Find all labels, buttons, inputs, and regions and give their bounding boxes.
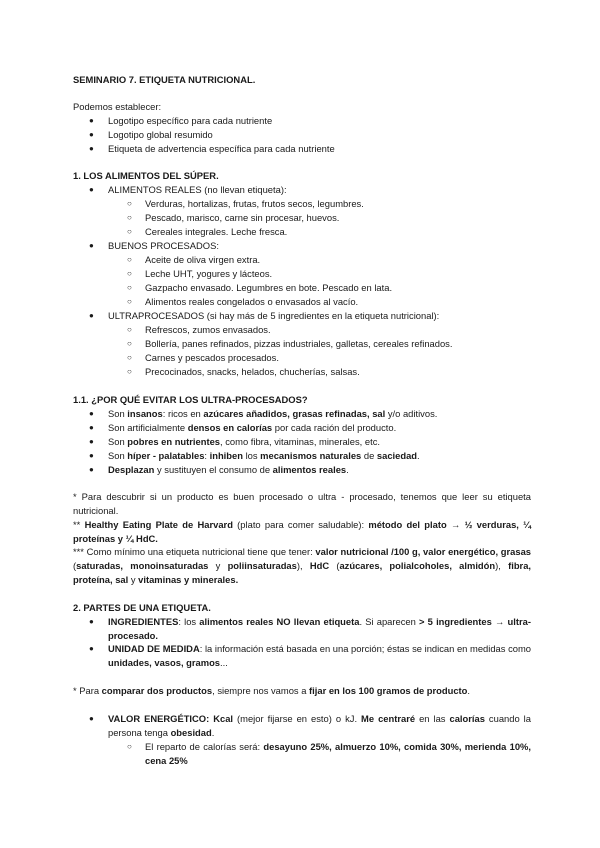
- intro-text: Podemos establecer:: [73, 101, 162, 112]
- text-run: Son artificialmente: [108, 422, 188, 433]
- bullet-icon: ●: [89, 409, 94, 418]
- group-item: Verduras, hortalizas, frutas, frutos secos, legumbres.: [145, 198, 364, 209]
- bold-text-run: unidades, vasos, gramos: [108, 656, 221, 668]
- text-run: (: [73, 559, 77, 571]
- bold-text-run: fibra, proteína, sal: [73, 559, 532, 585]
- circle-bullet-icon: ○: [127, 227, 132, 236]
- bold-text-run: Healthy Eating Plate de Harvard: [84, 519, 233, 530]
- reason-item: [108, 421, 396, 435]
- bold-text-run: Desplazan: [108, 464, 155, 475]
- circle-bullet-icon: ○: [127, 297, 132, 306]
- bullet-icon: ●: [89, 185, 94, 194]
- group-item: Refrescos, zumos envasados.: [145, 324, 271, 335]
- text-run: .: [467, 685, 471, 696]
- text-run: Son: [108, 450, 128, 461]
- group-item: Alimentos reales congelados o envasados al vacío.: [145, 296, 359, 307]
- bold-text-run: híper - palatables: [127, 450, 205, 461]
- bullet-icon: ●: [89, 617, 94, 626]
- energy-item: [108, 712, 531, 740]
- bold-text-run: densos en calorías: [187, 422, 273, 433]
- text-run: * Para: [73, 685, 102, 696]
- reason-item: [108, 463, 349, 477]
- text-run: (plato para comer saludable):: [232, 519, 369, 530]
- bullet-icon: ●: [89, 130, 94, 139]
- text-run: Son: [108, 436, 128, 447]
- bold-text-run: comparar dos productos: [101, 685, 213, 696]
- group-item: Precocinados, snacks, helados, chucherías, salsas.: [145, 366, 360, 377]
- bold-text-run: desayuno 25%, almuerzo 10%, comida 30%, merienda 10%, cena 25%: [145, 741, 531, 766]
- reason-item: [108, 449, 420, 463]
- reason-item: [108, 407, 437, 421]
- text-run: , como fibra, vitaminas, minerales, etc.: [220, 436, 380, 447]
- circle-bullet-icon: ○: [127, 283, 132, 292]
- bold-text-run: > 5 ingredientes → ultra-procesado.: [108, 616, 531, 641]
- circle-bullet-icon: ○: [127, 255, 132, 264]
- unit-item: [108, 642, 531, 670]
- bold-text-run: HdC: [309, 559, 330, 571]
- text-run: (: [329, 559, 340, 571]
- text-run: : los: [178, 616, 200, 627]
- bold-text-run: saciedad: [376, 450, 418, 461]
- text-run: .: [417, 450, 420, 461]
- bold-text-run: valor nutricional /100 g, valor energético, grasas: [315, 546, 532, 557]
- bullet-icon: ●: [89, 451, 94, 460]
- bullet-icon: ●: [89, 714, 94, 723]
- text-run: y: [208, 559, 228, 571]
- circle-bullet-icon: ○: [127, 213, 132, 222]
- bullet-icon: ●: [89, 465, 94, 474]
- text-run: y: [128, 573, 139, 585]
- bold-text-run: alimentos reales NO llevan etiqueta: [199, 616, 360, 627]
- bold-text-run: método del plato → ½ verduras, ¼ proteínas y ¼ HdC.: [73, 519, 531, 544]
- bold-text-run: inhiben: [209, 450, 243, 461]
- bold-text-run: saturadas, monoinsaturadas: [76, 559, 209, 571]
- text-run: ),: [296, 559, 310, 571]
- bullet-icon: ●: [89, 311, 94, 320]
- bold-text-run: calorías: [449, 713, 485, 724]
- bold-text-run: Me centraré: [361, 713, 416, 724]
- circle-bullet-icon: ○: [127, 742, 132, 751]
- text-run: .: [346, 464, 349, 475]
- group-item: Gazpacho envasado. Legumbres en bote. Pescado en lata.: [145, 282, 393, 293]
- bold-text-run: INGREDIENTES: [108, 616, 179, 627]
- text-run: por cada ración del producto.: [272, 422, 397, 433]
- bold-text-run: azúcares añadidos, grasas refinadas, sal: [203, 408, 386, 419]
- text-run: .: [211, 726, 215, 738]
- group-label: BUENOS PROCESADOS:: [108, 240, 219, 251]
- group-item: Cereales integrales. Leche fresca.: [145, 226, 288, 237]
- intro-item: Etiqueta de advertencia específica para cada nutriente: [108, 143, 335, 154]
- bold-text-run: UNIDAD DE MEDIDA: [108, 643, 200, 654]
- text-run: : ricos en: [162, 408, 204, 419]
- text-run: ...: [220, 656, 228, 668]
- bold-text-run: pobres en nutrientes: [127, 436, 221, 447]
- bullet-icon: ●: [89, 144, 94, 153]
- text-run: **: [73, 519, 85, 530]
- group-item: Pescado, marisco, carne sin procesar, huevos.: [145, 212, 340, 223]
- group-item: Aceite de oliva virgen extra.: [145, 254, 261, 265]
- circle-bullet-icon: ○: [127, 339, 132, 348]
- document-title: SEMINARIO 7. ETIQUETA NUTRICIONAL.: [73, 74, 256, 85]
- bullet-icon: ●: [89, 241, 94, 250]
- reason-item: [108, 435, 380, 449]
- section-1-heading: 1. LOS ALIMENTOS DEL SÚPER.: [73, 170, 219, 181]
- circle-bullet-icon: ○: [127, 199, 132, 208]
- note-3: [73, 545, 531, 587]
- group-label: ALIMENTOS REALES (no llevan etiqueta):: [108, 184, 287, 195]
- group-item: Leche UHT, yogures y lácteos.: [145, 268, 273, 279]
- intro-item: Logotipo global resumido: [108, 129, 213, 140]
- bullet-icon: ●: [89, 116, 94, 125]
- circle-bullet-icon: ○: [127, 367, 132, 376]
- section-2-heading: 2. PARTES DE UNA ETIQUETA.: [73, 602, 211, 613]
- text-run: y/o aditivos.: [385, 408, 438, 419]
- text-run: y sustituyen el consumo de: [154, 464, 273, 475]
- energy-subitem: [145, 740, 531, 768]
- bold-text-run: poliinsaturadas: [227, 559, 297, 571]
- text-run: . Si aparecen: [359, 616, 420, 627]
- bullet-icon: ●: [89, 644, 94, 653]
- text-run: *** Como mínimo una etiqueta nutricional tiene que tener:: [73, 546, 316, 557]
- intro-item: Logotipo específico para cada nutriente: [108, 115, 273, 126]
- text-run: cuando la persona tenga: [108, 713, 531, 738]
- text-run: en las: [415, 713, 450, 724]
- group-item: Bollería, panes refinados, pizzas industriales, galletas, cereales refinados.: [145, 338, 453, 349]
- section-2-note: [73, 684, 470, 698]
- bold-text-run: fijar en los 100 gramos de producto: [309, 685, 468, 696]
- bold-text-run: vitaminas y minerales.: [138, 573, 239, 585]
- ingredients-item: [108, 615, 531, 643]
- note-1: * Para descubrir si un producto es buen procesado o ultra - procesado, tenemos que leer su etiqueta nutricional.: [73, 491, 531, 516]
- section-1-1-heading: 1.1. ¿POR QUÉ EVITAR LOS ULTRA-PROCESADOS?: [73, 394, 308, 405]
- note-2: [73, 518, 531, 546]
- bold-text-run: obesidad: [170, 726, 212, 738]
- text-run: ),: [495, 559, 509, 571]
- group-item: Carnes y pescados procesados.: [145, 352, 279, 363]
- circle-bullet-icon: ○: [127, 269, 132, 278]
- bold-text-run: azúcares, polialcoholes, almidón: [339, 559, 496, 571]
- bullet-icon: ●: [89, 423, 94, 432]
- bold-text-run: insanos: [127, 408, 163, 419]
- bold-text-run: VALOR ENERGÉTICO: Kcal: [108, 713, 234, 724]
- text-run: : la información está basada en una porción; éstas se indican en medidas como: [199, 643, 531, 654]
- text-run: de: [361, 450, 377, 461]
- text-run: , siempre nos vamos a: [212, 685, 310, 696]
- circle-bullet-icon: ○: [127, 325, 132, 334]
- group-label: ULTRAPROCESADOS (si hay más de 5 ingredientes en la etiqueta nutricional):: [108, 310, 440, 321]
- text-run: los: [242, 450, 261, 461]
- text-run: El reparto de calorías será:: [145, 741, 264, 752]
- circle-bullet-icon: ○: [127, 353, 132, 362]
- bullet-icon: ●: [89, 437, 94, 446]
- text-run: Son: [108, 408, 128, 419]
- bold-text-run: alimentos reales: [272, 464, 347, 475]
- bold-text-run: mecanismos naturales: [260, 450, 362, 461]
- text-run: :: [204, 450, 210, 461]
- text-run: (mejor fijarse en esto) o kJ.: [233, 713, 362, 724]
